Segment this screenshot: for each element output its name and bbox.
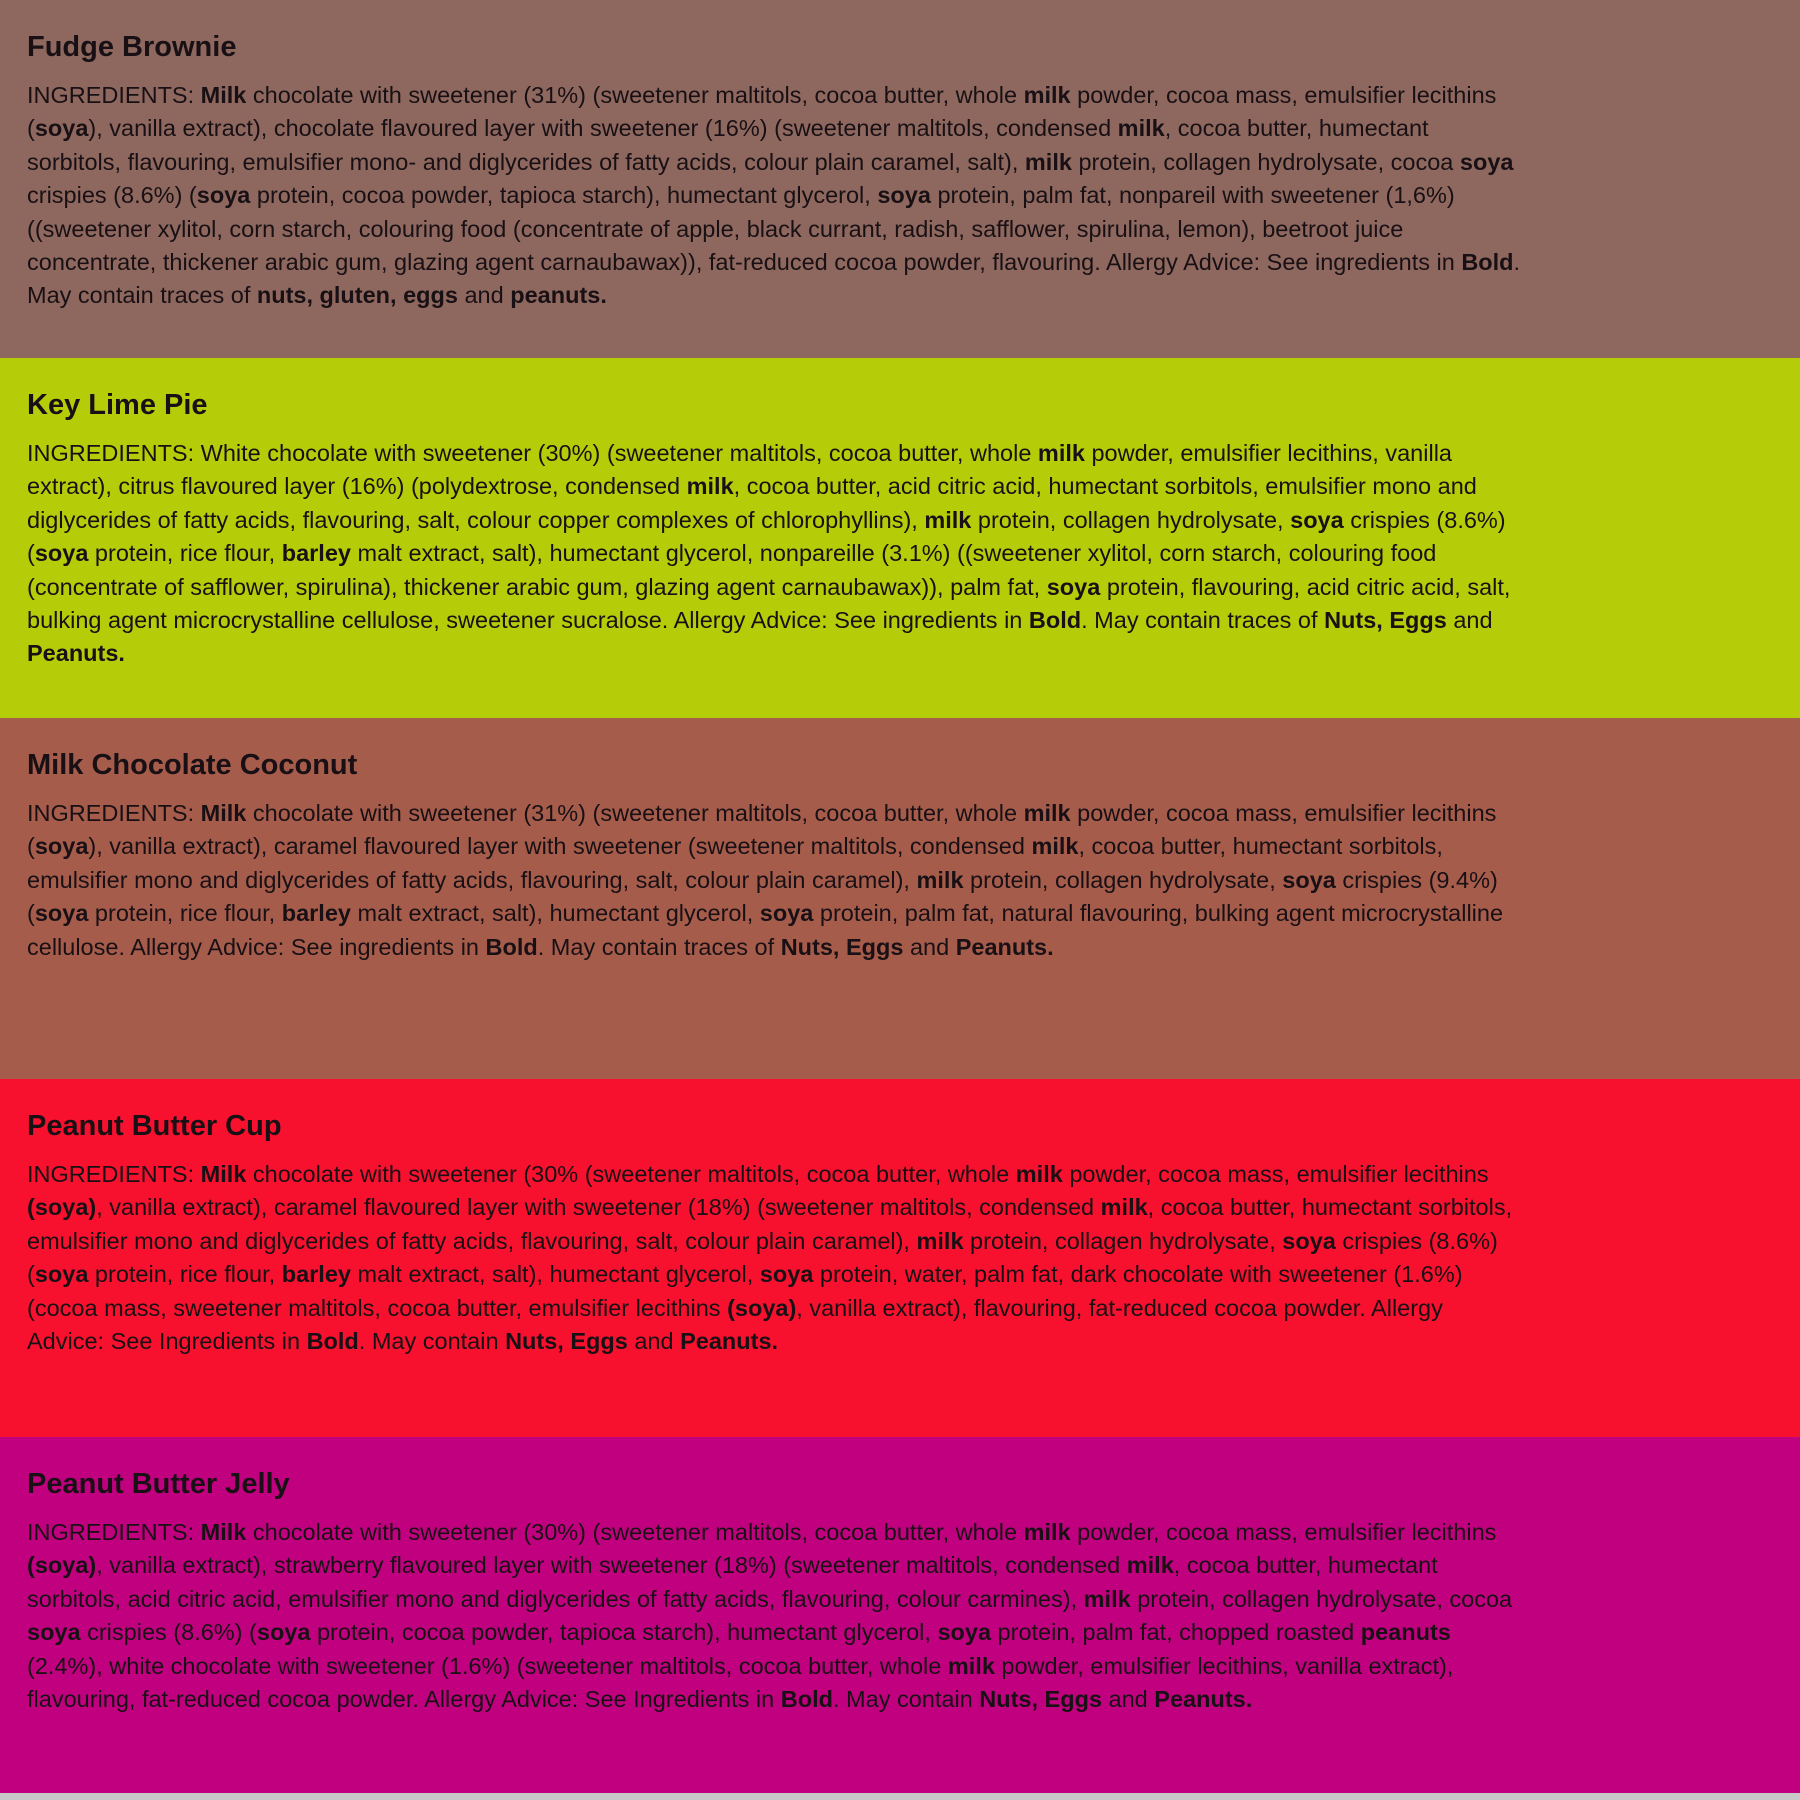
bottom-margin-strip bbox=[0, 1793, 1800, 1800]
flavour-title: Key Lime Pie bbox=[27, 389, 208, 421]
section-fudge-brownie bbox=[0, 0, 1800, 358]
flavour-title: Peanut Butter Cup bbox=[27, 1110, 282, 1142]
flavour-title: Peanut Butter Jelly bbox=[27, 1468, 290, 1500]
flavour-title: Milk Chocolate Coconut bbox=[27, 749, 358, 781]
flavour-title: Fudge Brownie bbox=[27, 31, 237, 63]
section-key-lime-pie bbox=[0, 358, 1800, 718]
ingredients-text: INGREDIENTS: Milk chocolate with sweetener (31%) (sweetener maltitols, cocoa butter, whole milk powder, cocoa mass, emulsifier lecithins (soya), vanilla extract), chocolate flavoured layer with sweetener (16%) (sweetener maltitols, condensed milk, cocoa butter, humectant sorbitols, flavouring, emulsifier mono- and diglycerides of fatty acids, colour plain caramel, salt), milk protein, collagen hydrolysate, cocoa soya crispies (8.6%) (soya protein, cocoa powder, tapioca starch), humectant glycerol, soya protein, palm fat, nonpareil with sweetener (1,6%) ((sweetener xylitol, corn starch, colouring food (concentrate of apple, black currant, radish, safflower, spirulina, lemon), beetroot juice concentrate, thickener arabic gum, glazing agent carnaubawax)), fat-reduced cocoa powder, flavouring. Allergy Advice: See ingredients in Bold. May contain traces of nuts, gluten, eggs and peanuts. bbox=[27, 82, 1521, 309]
ingredients-text: INGREDIENTS: White chocolate with sweetener (30%) (sweetener maltitols, cocoa butter, whole milk powder, emulsifier lecithins, vanilla extract), citrus flavoured layer (16%) (polydextrose, condensed milk, cocoa butter, acid citric acid, humectant sorbitols, emulsifier mono and diglycerides of fatty acids, flavouring, salt, colour copper complexes of chlorophyllins), milk protein, collagen hydrolysate, soya crispies (8.6%) (soya protein, rice flour, barley malt extract, salt), humectant glycerol, nonpareille (3.1%) ((sweetener xylitol, corn starch, colouring food (concentrate of safflower, spirulina), thickener arabic gum, glazing agent carnaubawax)), palm fat, soya protein, flavouring, acid citric acid, salt, bulking agent microcrystalline cellulose, sweetener sucralose. Allergy Advice: See ingredients in Bold. May contain traces of Nuts, Eggs and Peanuts. bbox=[27, 440, 1511, 667]
ingredients-text: INGREDIENTS: Milk chocolate with sweetener (30% (sweetener maltitols, cocoa butter, whole milk powder, cocoa mass, emulsifier lecithins (soya), vanilla extract), caramel flavoured layer with sweetener (18%) (sweetener maltitols, condensed milk, cocoa butter, humectant sorbitols, emulsifier mono and diglycerides of fatty acids, flavouring, salt, colour plain caramel), milk protein, collagen hydrolysate, soya crispies (8.6%) (soya protein, rice flour, barley malt extract, salt), humectant glycerol, soya protein, water, palm fat, dark chocolate with sweetener (1.6%) (cocoa mass, sweetener maltitols, cocoa butter, emulsifier lecithins (soya), vanilla extract), flavouring, fat-reduced cocoa powder. Allergy Advice: See Ingredients in Bold. May contain Nuts, Eggs and Peanuts. bbox=[27, 1161, 1513, 1355]
section-peanut-butter-cup bbox=[0, 1079, 1800, 1437]
section-milk-chocolate-coconut bbox=[0, 718, 1800, 1079]
ingredients-text: INGREDIENTS: Milk chocolate with sweetener (30%) (sweetener maltitols, cocoa butter, whole milk powder, cocoa mass, emulsifier lecithins (soya), vanilla extract), strawberry flavoured layer with sweetener (18%) (sweetener maltitols, condensed milk, cocoa butter, humectant sorbitols, acid citric acid, emulsifier mono and diglycerides of fatty acids, flavouring, colour carmines), milk protein, collagen hydrolysate, cocoa soya crispies (8.6%) (soya protein, cocoa powder, tapioca starch), humectant glycerol, soya protein, palm fat, chopped roasted peanuts (2.4%), white chocolate with sweetener (1.6%) (sweetener maltitols, cocoa butter, whole milk powder, emulsifier lecithins, vanilla extract), flavouring, fat-reduced cocoa powder. Allergy Advice: See Ingredients in Bold. May contain Nuts, Eggs and Peanuts. bbox=[27, 1519, 1513, 1713]
ingredients-text: INGREDIENTS: Milk chocolate with sweetener (31%) (sweetener maltitols, cocoa butter, whole milk powder, cocoa mass, emulsifier lecithins (soya), vanilla extract), caramel flavoured layer with sweetener (sweetener maltitols, condensed milk, cocoa butter, humectant sorbitols, emulsifier mono and diglycerides of fatty acids, flavouring, salt, colour plain caramel), milk protein, collagen hydrolysate, soya crispies (9.4%) (soya protein, rice flour, barley malt extract, salt), humectant glycerol, soya protein, palm fat, natural flavouring, bulking agent microcrystalline cellulose. Allergy Advice: See ingredients in Bold. May contain traces of Nuts, Eggs and Peanuts. bbox=[27, 800, 1504, 960]
section-peanut-butter-jelly bbox=[0, 1437, 1800, 1793]
